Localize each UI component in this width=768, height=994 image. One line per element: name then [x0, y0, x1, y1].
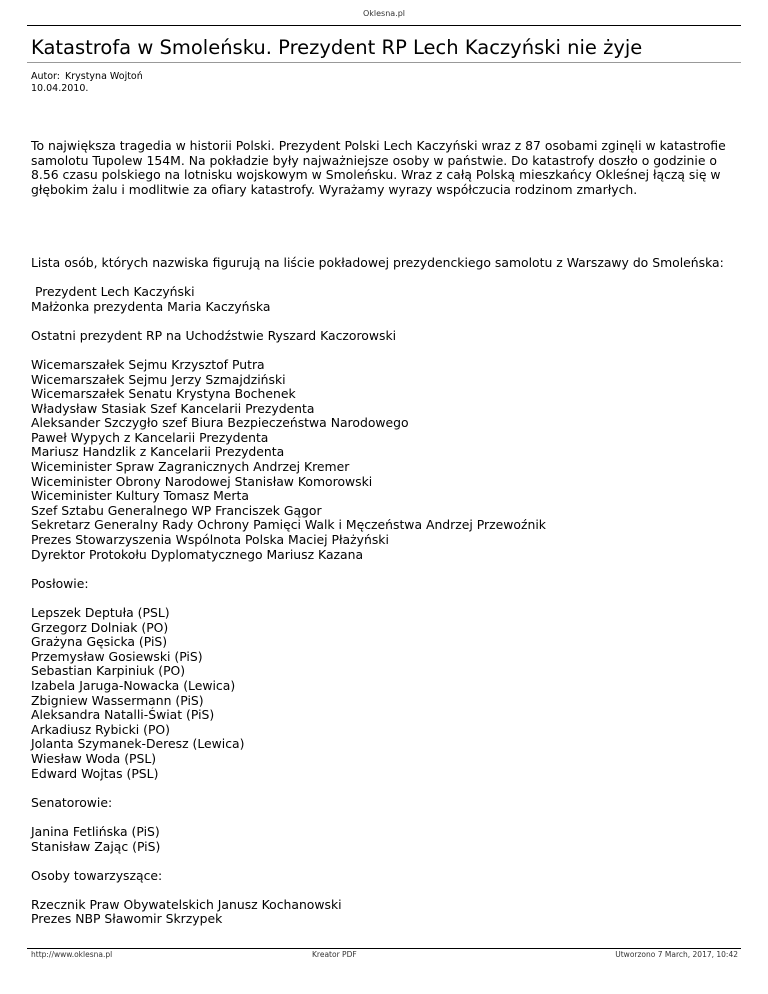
- article-title: Katastrofa w Smoleńsku. Prezydent RP Lech Kaczyński nie żyje: [31, 36, 643, 59]
- author-label: Autor:: [31, 71, 60, 82]
- list-item: Aleksandra Natalli-Świat (PiS): [31, 707, 215, 723]
- list-item: Szef Sztabu Generalnego WP Franciszek Gągor: [31, 502, 322, 518]
- group-towarzyszace: [31, 898, 731, 927]
- list-item: Stanisław Zając (PiS): [31, 838, 161, 854]
- list-item: Wicemarszałek Senatu Krystyna Bochenek: [31, 386, 296, 402]
- poslowie-label: Posłowie:: [31, 575, 89, 591]
- list-item: Sebastian Karpiniuk (PO): [31, 663, 186, 679]
- author-line: [31, 71, 143, 83]
- group-president: [31, 285, 731, 314]
- list-item: Wicemarszałek Sejmu Krzysztof Putra: [31, 356, 265, 372]
- list-item: Aleksander Szczygło szef Biura Bezpieczeństwa Narodowego: [31, 415, 409, 431]
- list-item: Edward Wojtas (PSL): [31, 765, 159, 781]
- list-item: Władysław Stasiak Szef Kancelarii Prezydenta: [31, 400, 315, 416]
- list-item: Grzegorz Dolniak (PO): [31, 619, 169, 635]
- group-poslowie: [31, 606, 731, 781]
- list-item: Wiceminister Obrony Narodowej Stanisław Komorowski: [31, 473, 373, 489]
- list-item: Dyrektor Protokołu Dyplomatycznego Mariusz Kazana: [31, 546, 364, 562]
- list-item: Janina Fetlińska (PiS): [31, 823, 160, 839]
- article-date: 10.04.2010.: [31, 83, 89, 94]
- article-meta: [31, 71, 143, 95]
- article-body: [31, 139, 731, 927]
- list-item: Rzecznik Praw Obywatelskich Janusz Kochanowski: [31, 896, 342, 912]
- list-item: Zbigniew Wassermann (PiS): [31, 692, 204, 708]
- footer-created: Utworzono 7 March, 2017, 10:42: [615, 950, 738, 959]
- list-item: Wiesław Woda (PSL): [31, 750, 157, 766]
- footer-generator: Kreator PDF: [312, 950, 357, 959]
- title-rule: [27, 62, 741, 63]
- list-item: Grażyna Gęsicka (PiS): [31, 634, 168, 650]
- list-item: Sekretarz Generalny Rady Ochrony Pamięci Walk i Męczeństwa Andrzej Przewoźnik: [31, 517, 546, 533]
- list-item: Lepszek Deptuła (PSL): [31, 605, 170, 620]
- list-item: Arkadiusz Rybicki (PO): [31, 721, 171, 737]
- towarzyszace-label: Osoby towarzyszące:: [31, 867, 163, 883]
- list-item: Ostatni prezydent RP na Uchodźstwie Ryszard Kaczorowski: [31, 327, 397, 343]
- list-item: Małżonka prezydenta Maria Kaczyńska: [31, 298, 271, 314]
- list-item: Wiceminister Kultury Tomasz Merta: [31, 488, 249, 504]
- list-item: Prezes Stowarzyszenia Wspólnota Polska Maciej Płażyński: [31, 532, 389, 548]
- group-officials: [31, 358, 731, 562]
- group-exile-president: [31, 329, 731, 344]
- list-item: Wicemarszałek Sejmu Jerzy Szmajdziński: [31, 371, 286, 387]
- footer-rule: [27, 948, 741, 949]
- list-item: Izabela Jaruga-Nowacka (Lewica): [31, 677, 236, 693]
- list-item: Prezes NBP Sławomir Skrzypek: [31, 911, 223, 927]
- author-name: Krystyna Wojtoń: [65, 71, 143, 82]
- list-item: Mariusz Handzlik z Kancelarii Prezydenta: [31, 444, 285, 460]
- list-item: Wiceminister Spraw Zagranicznych Andrzej Kremer: [31, 459, 350, 475]
- header-rule: [27, 25, 741, 26]
- footer-url[interactable]: http://www.oklesna.pl: [31, 950, 113, 959]
- intro-paragraph: To największa tragedia w historii Polski. Prezydent Polski Lech Kaczyński wraz z 87 osobami zginęli w katastrofie samolotu Tupolew 154M. Na pokładzie były najważniejsze osoby w państwie. Do katastrofy doszło o godzinie o 8.56 czasu polskiego na lotnisku wojskowym w Smoleńsku. Wraz z całą Polską mieszkańcy Okleśnej łączą się w głębokim żalu i modlitwie za ofiary katastrofy. Wyrażamy wyrazy współczucia rodzinom zmarłych.: [31, 138, 726, 197]
- list-item: Przemysław Gosiewski (PiS): [31, 648, 203, 664]
- list-item: Prezydent Lech Kaczyński: [31, 283, 195, 299]
- list-intro: Lista osób, których nazwiska figurują na liście pokładowej prezydenckiego samolotu z Warszawy do Smoleńska:: [31, 254, 724, 270]
- site-header: Oklesna.pl: [362, 9, 406, 18]
- list-item: Jolanta Szymanek-Deresz (Lewica): [31, 736, 245, 752]
- list-item: Paweł Wypych z Kancelarii Prezydenta: [31, 429, 269, 445]
- senatorowie-label: Senatorowie:: [31, 794, 113, 810]
- group-senatorowie: [31, 825, 731, 854]
